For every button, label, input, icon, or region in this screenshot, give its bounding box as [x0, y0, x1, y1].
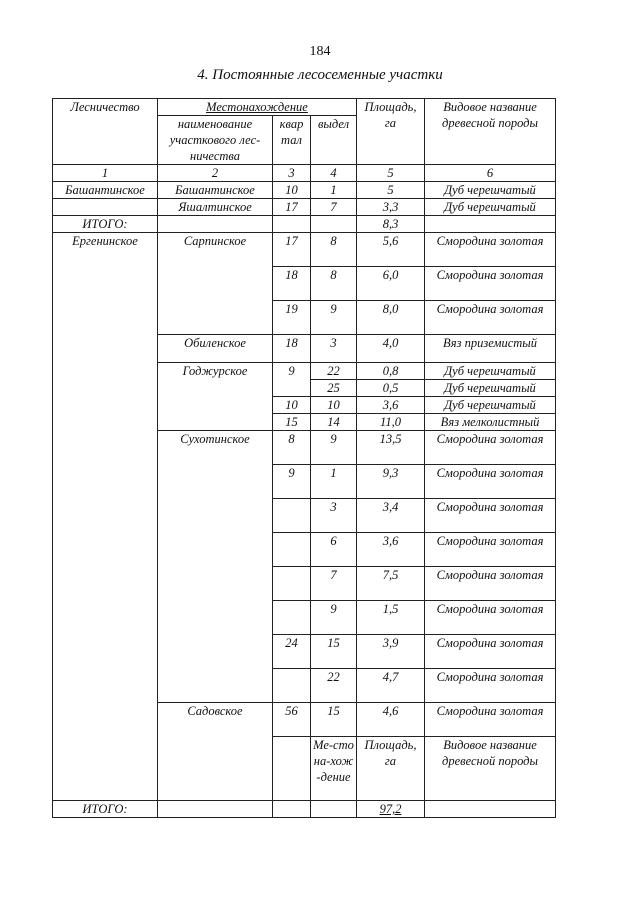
vydel-cell: 8 [311, 233, 357, 267]
site-name: Яшалтинское [158, 199, 273, 216]
area-cell: 8,0 [357, 301, 425, 335]
kvartal-cell: 17 [273, 199, 311, 216]
seed-plots-table [52, 98, 556, 818]
vydel-cell: 3 [311, 499, 357, 533]
kvartal-cell [273, 567, 311, 601]
area-cell: 1,5 [357, 601, 425, 635]
area-cell: 3,3 [357, 199, 425, 216]
species-cell: Смородина золотая [425, 635, 556, 669]
area-cell: 5 [357, 182, 425, 199]
site-name: Обиленское [158, 335, 273, 363]
column-number: 6 [425, 165, 556, 182]
total-row [53, 801, 556, 818]
area-cell: 0,8 [357, 363, 425, 380]
table-row [53, 199, 556, 216]
column-number: 4 [311, 165, 357, 182]
area-cell: 11,0 [357, 414, 425, 431]
species-cell: Смородина золотая [425, 567, 556, 601]
vydel-cell: 15 [311, 635, 357, 669]
vydel-cell: Ме-стона-хож-дение [311, 737, 357, 801]
site-name: Годжурское [158, 363, 273, 431]
kvartal-cell: 17 [273, 233, 311, 267]
area-cell: 9,3 [357, 465, 425, 499]
column-number: 5 [357, 165, 425, 182]
header-district: Лесничество [53, 99, 158, 165]
species-cell: Дуб черешчатый [425, 182, 556, 199]
kvartal-cell: 10 [273, 397, 311, 414]
header-species: Видовое название древесной породы [425, 99, 556, 165]
species-cell: Видовое название древесной породы [425, 737, 556, 801]
species-cell: Смородина золотая [425, 233, 556, 267]
species-cell: Смородина золотая [425, 533, 556, 567]
vydel-cell: 9 [311, 601, 357, 635]
kvartal-cell [273, 533, 311, 567]
vydel-cell: 22 [311, 363, 357, 380]
column-number-row [53, 165, 556, 182]
table-row [53, 233, 556, 267]
area-cell: 3,6 [357, 533, 425, 567]
kvartal-cell [273, 601, 311, 635]
kvartal-cell: 15 [273, 414, 311, 431]
species-cell: Смородина золотая [425, 601, 556, 635]
column-number: 1 [53, 165, 158, 182]
vydel-cell: 6 [311, 533, 357, 567]
column-number: 3 [273, 165, 311, 182]
kvartal-cell: 18 [273, 267, 311, 301]
section-heading: 4. Постоянные лесосеменные участки [197, 67, 443, 83]
vydel-cell: 9 [311, 301, 357, 335]
vydel-cell: 1 [311, 182, 357, 199]
district-name: Ергенинское [53, 233, 158, 801]
species-cell: Вяз мелколистный [425, 414, 556, 431]
area-cell: 4,6 [357, 703, 425, 737]
site-name: Сухотинское [158, 431, 273, 703]
area-cell: 4,7 [357, 669, 425, 703]
kvartal-cell: 8 [273, 431, 311, 465]
vydel-cell: 7 [311, 567, 357, 601]
species-cell: Смородина золотая [425, 301, 556, 335]
species-cell: Смородина золотая [425, 669, 556, 703]
area-cell: 0,5 [357, 380, 425, 397]
vydel-cell: 1 [311, 465, 357, 499]
table-header-row [53, 99, 556, 116]
kvartal-cell [273, 669, 311, 703]
vydel-cell: 3 [311, 335, 357, 363]
area-cell: 3,9 [357, 635, 425, 669]
page-number: 184 [309, 44, 331, 59]
kvartal-cell [273, 737, 311, 801]
vydel-cell: 8 [311, 267, 357, 301]
vydel-cell: 25 [311, 380, 357, 397]
kvartal-cell: 9 [273, 363, 311, 397]
species-cell: Смородина золотая [425, 499, 556, 533]
area-cell: 6,0 [357, 267, 425, 301]
species-cell: Дуб черешчатый [425, 397, 556, 414]
kvartal-cell: 9 [273, 465, 311, 499]
header-area: Площадь, га [357, 99, 425, 165]
total-area: 97,2 [357, 801, 425, 818]
header-site-name: наименование участкового лес-ничества [158, 116, 273, 165]
kvartal-cell [273, 499, 311, 533]
vydel-cell: 7 [311, 199, 357, 216]
kvartal-cell: 18 [273, 335, 311, 363]
species-cell: Смородина золотая [425, 465, 556, 499]
header-vydel: выдел [311, 116, 357, 165]
site-name: Башантинское [158, 182, 273, 199]
species-cell: Смородина золотая [425, 267, 556, 301]
total-area: 8,3 [357, 216, 425, 233]
site-name: Сарпинское [158, 233, 273, 335]
header-location: Местонахождение [158, 99, 357, 116]
species-cell: Смородина золотая [425, 703, 556, 737]
species-cell: Дуб черешчатый [425, 380, 556, 397]
total-label: ИТОГО: [53, 216, 158, 233]
column-number: 2 [158, 165, 273, 182]
total-label: ИТОГО: [53, 801, 158, 818]
site-name: Садовское [158, 703, 273, 801]
species-cell: Смородина золотая [425, 431, 556, 465]
vydel-cell: 15 [311, 703, 357, 737]
area-cell: 3,4 [357, 499, 425, 533]
table-row [53, 182, 556, 199]
area-cell: 4,0 [357, 335, 425, 363]
area-cell: 3,6 [357, 397, 425, 414]
header-kvartal: квар тал [273, 116, 311, 165]
kvartal-cell: 10 [273, 182, 311, 199]
district-name: Башантинское [53, 182, 158, 199]
kvartal-cell: 56 [273, 703, 311, 737]
district-name [53, 199, 158, 216]
area-cell: 7,5 [357, 567, 425, 601]
area-cell: Площадь, га [357, 737, 425, 801]
area-cell: 13,5 [357, 431, 425, 465]
area-cell: 5,6 [357, 233, 425, 267]
vydel-cell: 10 [311, 397, 357, 414]
species-cell: Дуб черешчатый [425, 199, 556, 216]
species-cell: Дуб черешчатый [425, 363, 556, 380]
vydel-cell: 22 [311, 669, 357, 703]
species-cell: Вяз приземистый [425, 335, 556, 363]
total-row [53, 216, 556, 233]
kvartal-cell: 19 [273, 301, 311, 335]
vydel-cell: 9 [311, 431, 357, 465]
vydel-cell: 14 [311, 414, 357, 431]
kvartal-cell: 24 [273, 635, 311, 669]
